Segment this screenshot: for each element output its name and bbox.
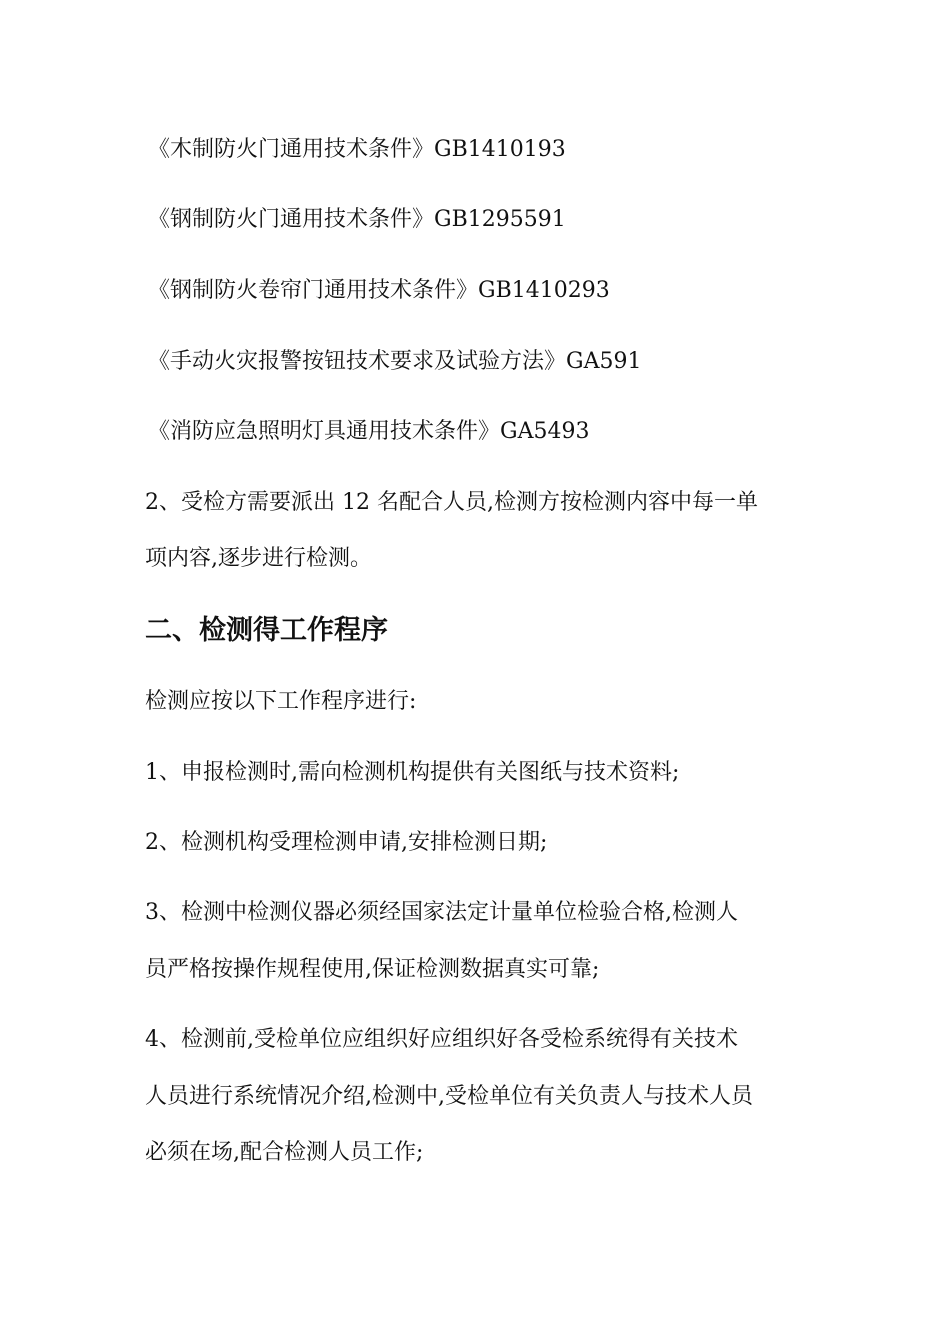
standard-item: 《钢制防火卷帘门通用技术条件》GB1410293 (148, 278, 610, 303)
paragraph-line: 2、受检方需要派出 12 名配合人员,检测方按检测内容中每一单 (145, 490, 758, 515)
step-line: 必须在场,配合检测人员工作; (145, 1140, 424, 1165)
step-line: 2、检测机构受理检测申请,安排检测日期; (145, 830, 548, 855)
section-intro: 检测应按以下工作程序进行: (145, 689, 417, 714)
step-line: 员严格按操作规程使用,保证检测数据真实可靠; (145, 957, 600, 982)
step-line: 3、检测中检测仪器必须经国家法定计量单位检验合格,检测人 (145, 900, 738, 925)
step-line: 人员进行系统情况介绍,检测中,受检单位有关负责人与技术人员 (145, 1084, 753, 1109)
step-line: 4、检测前,受检单位应组织好应组织好各受检系统得有关技术 (145, 1027, 738, 1052)
standard-item: 《木制防火门通用技术条件》GB1410193 (148, 137, 566, 162)
standard-item: 《消防应急照明灯具通用技术条件》GA5493 (148, 419, 590, 444)
step-line: 1、申报检测时,需向检测机构提供有关图纸与技术资料; (145, 760, 680, 785)
standard-item: 《钢制防火门通用技术条件》GB1295591 (148, 207, 566, 232)
standard-item: 《手动火灾报警按钮技术要求及试验方法》GA591 (148, 349, 642, 374)
section-heading: 二、检测得工作程序 (145, 615, 388, 646)
paragraph-line: 项内容,逐步进行检测。 (145, 546, 372, 571)
